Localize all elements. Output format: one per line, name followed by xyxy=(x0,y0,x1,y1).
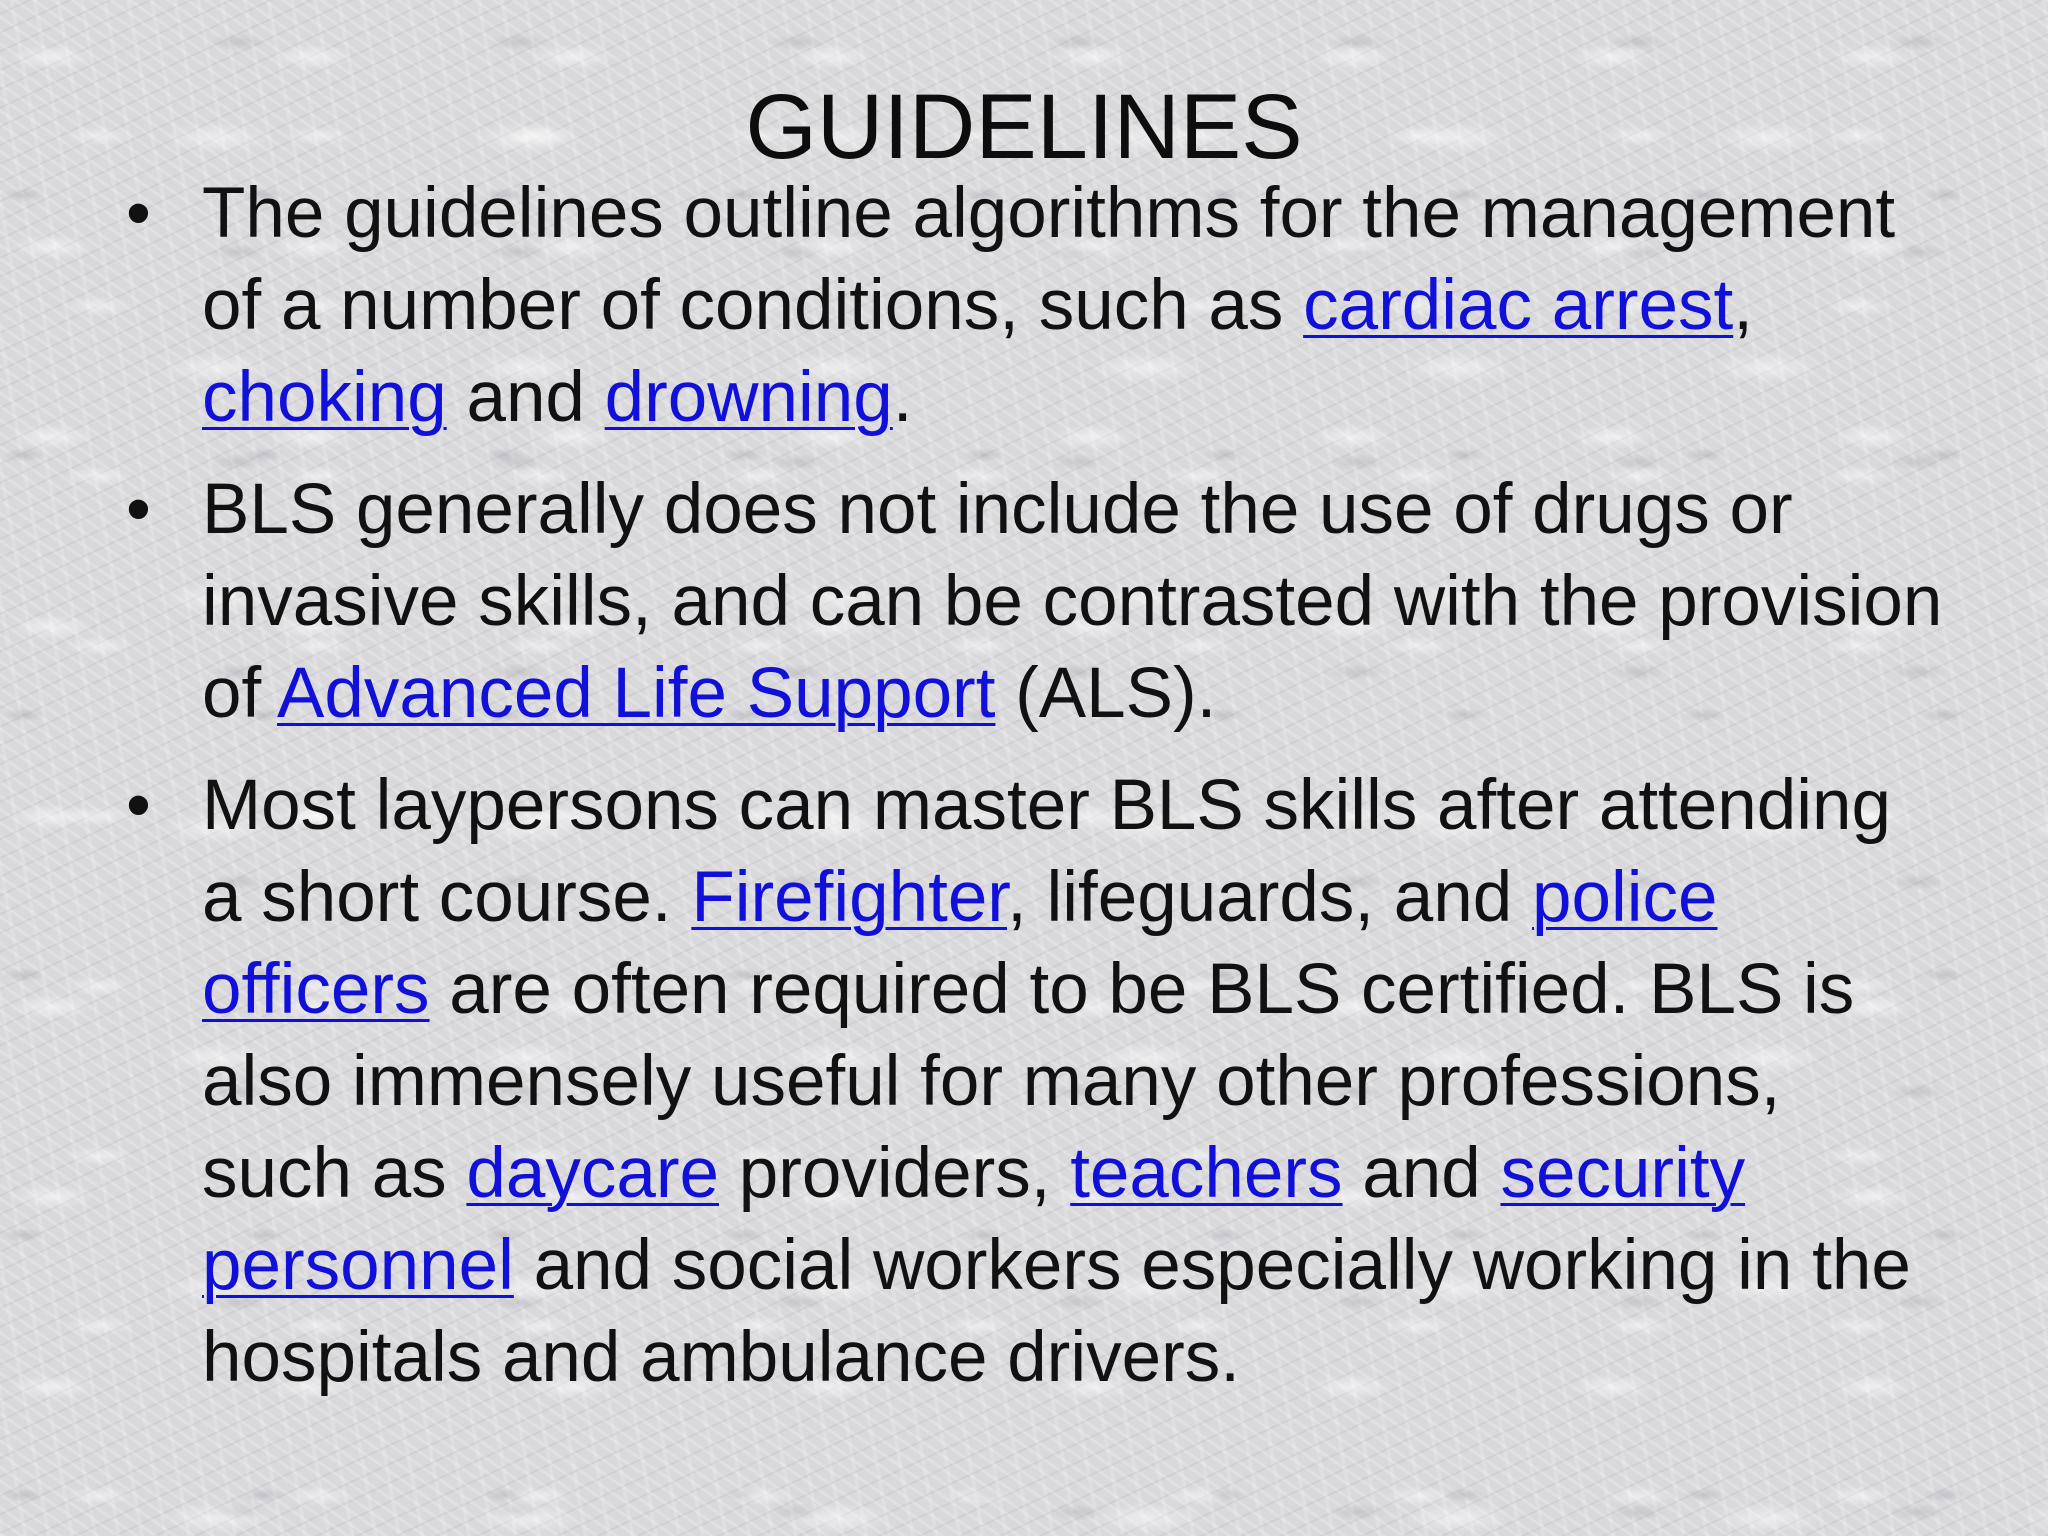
bullet-text: are often required to be BLS certified. BLS is also immensely useful for many other professions, such as xyxy=(202,950,1855,1213)
slide-title: GUIDELINES xyxy=(745,76,1303,178)
bullet-text: (ALS). xyxy=(995,654,1217,733)
bullet-icon: • xyxy=(126,174,151,253)
link-teachers[interactable]: teachers xyxy=(1070,1134,1343,1213)
link-security-personnel[interactable]: security personnel xyxy=(202,1134,1746,1305)
link-police-officers[interactable]: police officers xyxy=(202,858,1718,1029)
bullet-icon: • xyxy=(126,766,151,845)
bullet-text: and xyxy=(446,358,605,437)
link-advanced-life-support[interactable]: Advanced Life Support xyxy=(277,654,996,733)
link-daycare[interactable]: daycare xyxy=(466,1134,720,1213)
bullet-item-2 xyxy=(120,464,1950,740)
bullet-text: , xyxy=(1733,266,1753,345)
bullet-item-3 xyxy=(120,760,1950,1404)
link-drowning[interactable]: drowning xyxy=(604,358,893,437)
bullet-item-1 xyxy=(120,168,1950,444)
link-firefighter[interactable]: Firefighter xyxy=(691,858,1008,937)
bullet-text: Most laypersons can master BLS skills after attending a short course. xyxy=(202,766,1891,937)
bullet-text: and xyxy=(1342,1134,1501,1213)
bullet-list xyxy=(120,168,1950,1424)
bullet-text: . xyxy=(892,358,913,437)
bullet-text: , lifeguards, and xyxy=(1007,858,1532,937)
bullet-icon: • xyxy=(126,470,151,549)
bullet-text: providers, xyxy=(719,1134,1071,1213)
bullet-text: and social workers especially working in the hospitals and ambulance drivers. xyxy=(202,1226,1911,1397)
link-choking[interactable]: choking xyxy=(202,358,447,437)
bullet-text: BLS generally does not include the use of drugs or invasive skills, and can be contrasted with the provision of xyxy=(202,470,1943,733)
bullet-text: The guidelines outline algorithms for the management of a number of conditions, such as xyxy=(202,174,1896,345)
link-cardiac-arrest[interactable]: cardiac arrest xyxy=(1303,266,1734,345)
